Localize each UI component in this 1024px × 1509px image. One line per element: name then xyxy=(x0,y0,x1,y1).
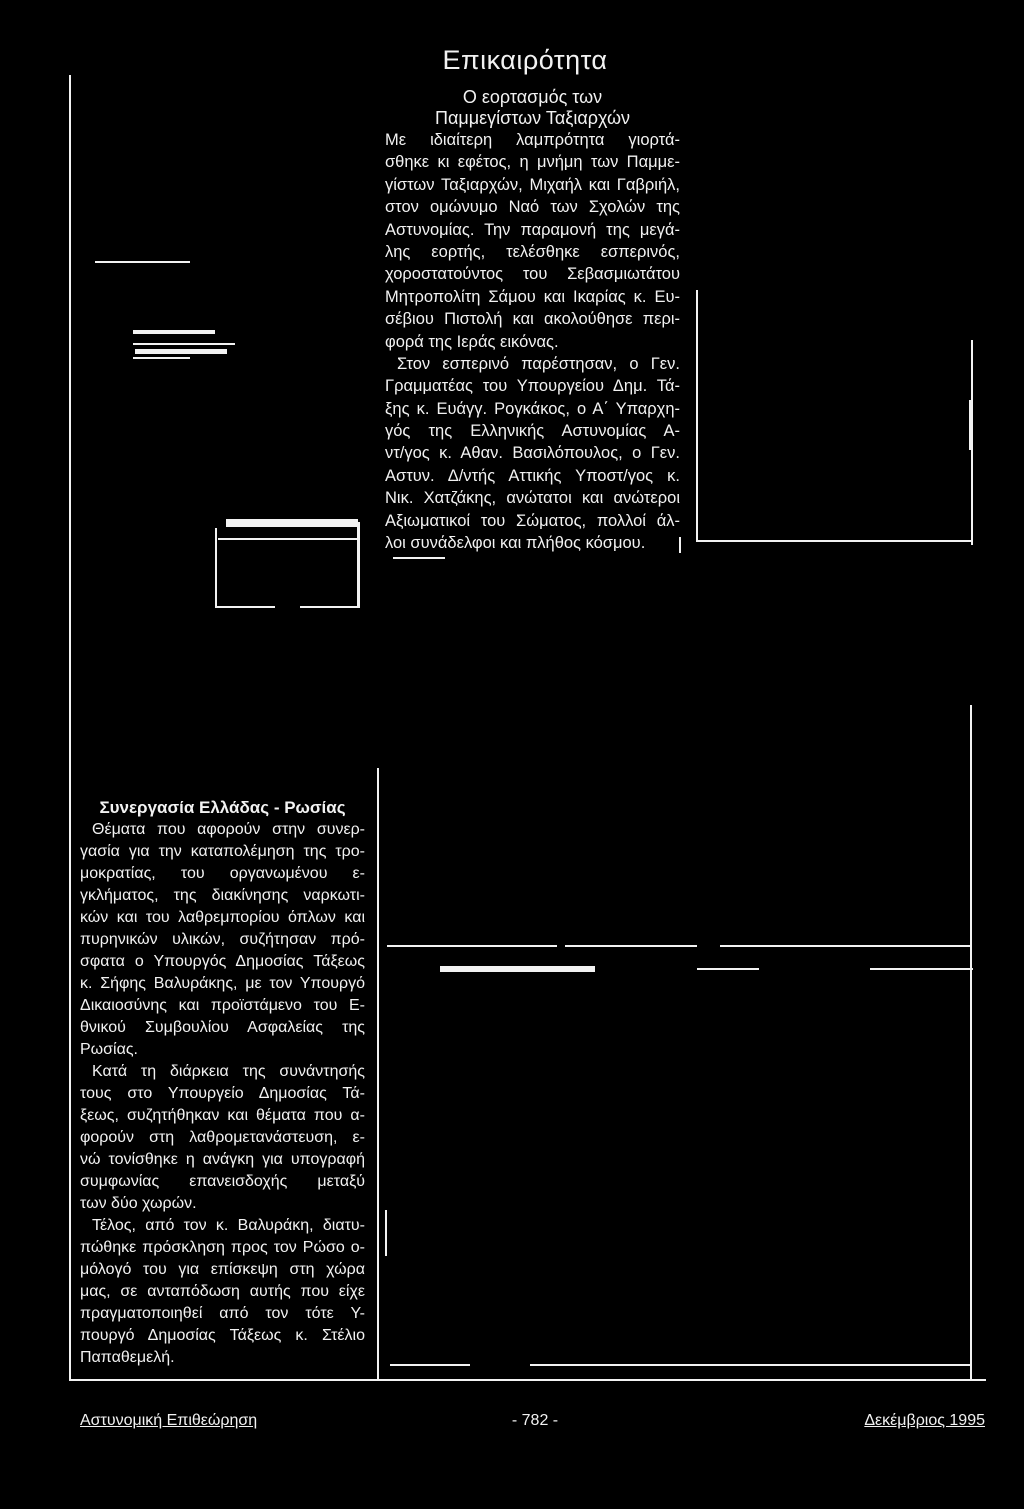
text-line: Γραμματέας του Υπουργείου Δημ. Τά- xyxy=(385,377,680,396)
photo-frame-edge xyxy=(696,290,698,542)
article-greece-russia xyxy=(80,797,365,1369)
paragraph xyxy=(80,1215,365,1369)
photo-frame-edge xyxy=(697,968,759,970)
text-line: πώθηκε πρόσκληση προς τον Ρώσο ο- xyxy=(80,1239,365,1256)
paragraph xyxy=(80,1061,365,1215)
text-line: ντ/γος κ. Αθαν. Βασιλόπουλος, ο Γεν. xyxy=(385,444,680,463)
text-line: πυρηνικών υλικών, συζήτησαν πρό- xyxy=(80,931,365,948)
photo-frame-edge xyxy=(215,606,275,608)
text-line: Παπαθεμελή. xyxy=(80,1349,175,1366)
photo-frame-edge xyxy=(969,400,973,450)
text-line: ξης κ. Ευάγγ. Ρογκάκος, ο Α΄ Υπαρχη- xyxy=(385,399,680,418)
text-line: πραγματοποιηθεί από τον τότε Υ- xyxy=(80,1305,365,1322)
article-title-line: Παμμεγίστων Ταξιαρχών xyxy=(434,108,630,128)
text-line: σφατα ο Υπουργός Δημοσίας Τάξεως xyxy=(80,953,365,970)
paragraph xyxy=(80,819,365,1061)
text-line: Τέλος, από τον κ. Βαλυράκη, διατυ- xyxy=(92,1217,365,1234)
text-line: χοροστατούντος του Σεβασμιωτάτου xyxy=(385,265,680,284)
photo-frame-edge xyxy=(133,343,235,345)
photo-frame-edge xyxy=(696,540,973,542)
text-line: κών και του λαθρεμπορίου όπλων και xyxy=(80,909,365,926)
text-line: πουργό Δημοσίας Τάξεως κ. Στέλιο xyxy=(80,1327,365,1344)
article-body xyxy=(80,819,365,1369)
text-line: Αξιωματικοί του Σώματος, πολλοί άλ- xyxy=(385,511,680,530)
photo-frame-edge xyxy=(133,357,190,359)
photo-frame-edge xyxy=(357,522,360,608)
photo-frame-edge xyxy=(215,528,217,608)
article-taxiarches xyxy=(385,87,680,554)
photo-frame-edge xyxy=(135,349,227,354)
photo-frame-edge xyxy=(870,968,973,970)
middle-column-rule xyxy=(377,768,379,1381)
text-line: γός της Ελληνικής Αστυνομίας Α- xyxy=(385,422,680,441)
text-line: Αστυνομίας. Την παραμονή της μεγά- xyxy=(385,220,680,239)
text-line: Αστυν. Δ/ντής Αττικής Υποστ/γος κ. xyxy=(385,466,680,485)
photo-frame-edge xyxy=(385,1210,387,1256)
photo-frame-edge xyxy=(226,519,358,527)
text-line: θνικού Συμβουλίου Ασφαλείας της xyxy=(80,1019,365,1036)
text-line: τους στο Υπουργείο Δημοσίας Τά- xyxy=(80,1085,365,1102)
section-title: Επικαιρότητα xyxy=(442,45,608,75)
left-column-rule xyxy=(69,75,71,1381)
paragraph xyxy=(385,129,680,353)
photo-frame-edge xyxy=(679,537,681,553)
photo-frame-edge xyxy=(387,945,557,947)
text-line: μας, σε ανταπόδωση αυτής που είχε xyxy=(80,1283,365,1300)
text-line: φορούν στη λαθρομετανάστευση, ε- xyxy=(80,1129,365,1146)
bottom-page-rule xyxy=(69,1379,986,1381)
text-line: μοκρατίας, του οργανωμένου ε- xyxy=(80,865,365,882)
text-line: Δικαιοσύνης και προϊστάμενο του Ε- xyxy=(80,997,365,1014)
text-line: Κατά τη διάρκεια της συνάντησής xyxy=(92,1063,365,1080)
photo-frame-edge xyxy=(720,945,972,947)
paragraph xyxy=(385,353,680,555)
footer-magazine-name: Αστυνομική Επιθεώρηση xyxy=(80,1412,258,1429)
text-line: κ. Σήφης Βαλυράκης, με τον Υπουργό xyxy=(80,975,365,992)
photo-frame-edge xyxy=(440,966,595,972)
text-line: Με ιδιαίτερη λαμπρότητα γιορτά- xyxy=(385,131,680,149)
photo-frame-edge xyxy=(218,538,358,540)
article-title: Συνεργασία Ελλάδας - Ρωσίας xyxy=(99,798,346,817)
text-line: λοι συνάδελφοι και πλήθος κόσμου. xyxy=(385,534,646,553)
photo-frame-edge xyxy=(95,261,190,263)
text-line: νώ τονίσθηκε η ανάγκη για υπογραφή xyxy=(80,1151,365,1168)
photo-frame-edge xyxy=(530,1364,970,1366)
text-line: μόλογό του για επίσκεψη στη χώρα xyxy=(80,1261,365,1278)
article-title-line: Ο εορτασμός των xyxy=(462,87,603,107)
photo-frame-edge xyxy=(970,705,972,1381)
text-line: Μητροπολίτη Σάμου και Ικαρίας κ. Ευ- xyxy=(385,287,680,306)
footer-issue-date: Δεκέμβριος 1995 xyxy=(864,1412,985,1429)
photo-frame-edge xyxy=(133,330,215,334)
text-line: σέβιου Πιστολή και ακολούθησε περι- xyxy=(385,310,680,329)
photo-frame-edge xyxy=(390,1364,470,1366)
text-line: Ρωσίας. xyxy=(80,1041,138,1058)
text-line: λης εορτής, τελέσθηκε εσπερινός, xyxy=(385,242,680,261)
photo-frame-edge xyxy=(300,606,360,608)
text-line: των δύο χωρών. xyxy=(80,1195,197,1212)
text-line: γκλήματος, της διακίνησης ναρκωτι- xyxy=(80,887,365,904)
text-line: σθηκε κι εφέτος, η μνήμη των Παμμε- xyxy=(385,153,680,172)
text-line: στον ομώνυμο Ναό των Σχολών της xyxy=(385,198,680,217)
article-body xyxy=(385,129,680,554)
photo-frame-edge xyxy=(393,557,445,559)
text-line: Νικ. Χατζάκης, ανώτατοι και ανώτεροι xyxy=(385,489,680,508)
photo-frame-edge xyxy=(565,945,697,947)
text-line: Στον εσπερινό παρέστησαν, ο Γεν. xyxy=(397,354,680,373)
text-line: φορά της Ιεράς εικόνας. xyxy=(385,332,559,351)
text-line: συμφωνίας επανεισδοχής μεταξύ xyxy=(80,1173,365,1190)
text-line: γίστων Ταξιαρχών, Μιχαήλ και Γαβριήλ, xyxy=(385,175,680,194)
text-line: Θέματα που αφορούν στην συνερ- xyxy=(92,821,365,838)
text-line: γασία για την καταπολέμηση της τρο- xyxy=(80,843,365,860)
footer-page-number: - 782 - xyxy=(511,1412,559,1429)
text-line: ξεως, συζητήθηκαν και θέματα που α- xyxy=(80,1107,365,1124)
